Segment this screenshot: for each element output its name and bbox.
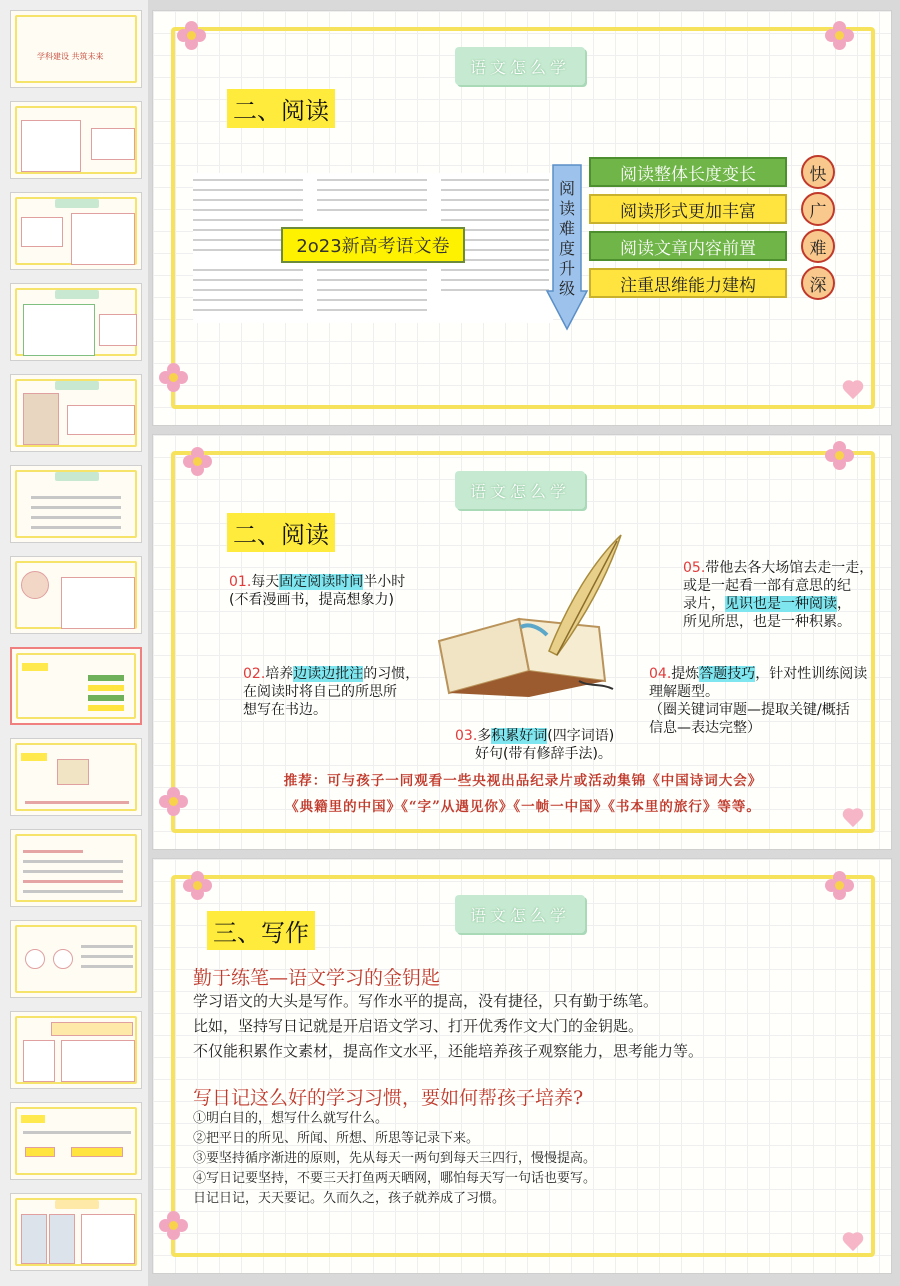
slide-thumbnail-14[interactable] <box>10 1193 142 1271</box>
slide-reading-tips <box>152 434 892 850</box>
paragraph-line: 不仅能积累作文素材，提高作文水平，还能培养孩子观察能力，思考能力等。 <box>193 1042 704 1060</box>
slide-thumbnail-3[interactable] <box>10 192 142 270</box>
thumbnail-line <box>81 965 133 968</box>
slide-thumbnail-9[interactable] <box>10 738 142 816</box>
thumbnail-book <box>57 759 89 785</box>
flower-icon <box>825 871 855 901</box>
paragraph-line: ①明白目的，想写什么就写什么。 <box>193 1111 389 1126</box>
flower-icon <box>159 1211 189 1241</box>
thumbnail-line <box>31 506 121 509</box>
thumbnail-box <box>51 1022 133 1036</box>
thumbnail-line <box>31 516 121 519</box>
thumbnail-box <box>91 128 135 160</box>
thumbnail-circle <box>25 949 45 969</box>
slide-writing <box>152 858 892 1274</box>
thumbnail-line <box>31 496 121 499</box>
flower-icon <box>825 441 855 471</box>
thumbnail-banner <box>55 199 99 208</box>
flower-icon <box>159 363 189 393</box>
thumbnail-line <box>23 890 123 893</box>
slide-thumbnail-12[interactable] <box>10 1011 142 1089</box>
tip-02: 02.培养边读边批注的习惯， 在阅读时将自己的所思所 想写在书边。 <box>243 666 420 718</box>
slide-thumbnail-6[interactable] <box>10 465 142 543</box>
recommend-line-1: 推荐：可与孩子一同观看一些央视出品纪录片或活动集锦《中国诗词大会》 <box>283 773 763 789</box>
paragraph-2 <box>193 1109 596 1209</box>
slide-thumbnail-8[interactable] <box>10 647 142 725</box>
thumbnail-box <box>99 314 137 346</box>
flower-icon <box>159 787 189 817</box>
thumbnail-box <box>71 213 135 265</box>
flower-icon <box>177 21 207 51</box>
paragraph-1 <box>193 989 703 1064</box>
slide-thumbnail-4[interactable] <box>10 283 142 361</box>
thumbnail-avatar <box>21 571 49 599</box>
slide-thumbnail-13[interactable] <box>10 1102 142 1180</box>
heart-icon <box>843 1233 865 1253</box>
slide-thumbnail-5[interactable] <box>10 374 142 452</box>
thumbnail-line <box>25 801 129 804</box>
paragraph-line: 日记日记，天天要记。久而久之，孩子就养成了习惯。 <box>193 1191 506 1206</box>
paragraph-line: 比如，坚持写日记就是开启语文学习、打开优秀作文大门的金钥匙。 <box>193 1017 644 1035</box>
thumbnail-box <box>61 577 135 629</box>
thumbnail-line <box>23 1131 131 1134</box>
thumbnail-banner <box>55 472 99 481</box>
slide-thumbnail-11[interactable] <box>10 920 142 998</box>
thumbnail-circle <box>53 949 73 969</box>
heading-golden-key: 勤于练笔—语文学习的金钥匙 <box>193 967 441 989</box>
thumbnail-box <box>21 217 63 247</box>
tip-05: 05.带他去各大场馆去走一走， 或是一起看一部有意思的纪 录片，见识也是一种阅读， 所见所思，也是一种积累。 <box>683 560 874 630</box>
thumbnail-banner <box>55 1200 99 1209</box>
thumbnail-banner <box>55 381 99 390</box>
thumbnail-title-bar <box>22 663 48 671</box>
thumbnail-line <box>31 526 121 529</box>
thumbnail-bar <box>88 685 124 691</box>
slide-thumbnail-7[interactable] <box>10 556 142 634</box>
thumbnail-box <box>67 405 135 435</box>
tip-04: 04.提炼答题技巧，针对性训练阅读 理解题型。 （圈关键词审题—提取关键/概括 信息—表达完整） <box>649 666 868 736</box>
thumbnail-line <box>23 850 83 853</box>
slide-thumbnail-panel[interactable] <box>0 0 148 1286</box>
feature-box-3: 阅读文章内容前置 <box>589 231 787 261</box>
thumbnail-title-bar <box>21 1115 45 1123</box>
thumbnail-line <box>81 945 133 948</box>
thumbnail-line <box>23 860 123 863</box>
thumbnail-box <box>23 304 95 356</box>
section-title: 二、阅读 <box>227 513 335 552</box>
flower-icon <box>825 21 855 51</box>
tag-circle-3: 难 <box>801 229 835 263</box>
book-quill-image <box>429 531 629 701</box>
banner-title: 语文怎么学 <box>455 47 585 85</box>
thumbnail-image <box>49 1214 75 1264</box>
arrow-label: 阅读难度升级 <box>558 179 575 298</box>
paragraph-line: ④写日记要坚持，不要三天打鱼两天晒网，哪怕每天写一句话也要写。 <box>193 1171 597 1186</box>
thumbnail-box <box>25 1147 55 1157</box>
thumbnail-box <box>81 1214 135 1264</box>
thumbnail-bar <box>88 675 124 681</box>
heading-diary-habit: 写日记这么好的学习习惯，要如何帮孩子培养? <box>193 1087 584 1109</box>
recommend-line-2: 《典籍里的中国》《“字”从遇见你》《一帧一中国》《书本里的旅行》等等。 <box>285 799 761 815</box>
thumbnail-title-bar <box>21 753 47 761</box>
tag-circle-1: 快 <box>801 155 835 189</box>
slide-thumbnail-10[interactable] <box>10 829 142 907</box>
thumbnail-bar <box>88 695 124 701</box>
thumbnail-line <box>23 870 123 873</box>
thumbnail-banner <box>55 290 99 299</box>
flower-icon <box>183 871 213 901</box>
section-title: 二、阅读 <box>227 89 335 128</box>
tag-circle-2: 广 <box>801 192 835 226</box>
thumbnail-box <box>23 393 59 445</box>
thumbnail-box <box>23 1040 55 1082</box>
feature-box-4: 注重思维能力建构 <box>589 268 787 298</box>
thumbnail-frame <box>15 15 137 83</box>
slide-reading-difficulty <box>152 10 892 426</box>
slide-thumbnail-2[interactable] <box>10 101 142 179</box>
exam-label: 2o23新高考语文卷 <box>281 227 465 263</box>
paragraph-line: ②把平日的所见、所闻、所想、所思等记录下来。 <box>193 1131 480 1146</box>
paragraph-line: ③要坚持循序渐进的原则，先从每天一两句到每天三四行，慢慢提高。 <box>193 1151 597 1166</box>
thumbnail-box <box>61 1040 135 1082</box>
heart-icon <box>843 381 865 401</box>
paragraph-line: 学习语文的大头是写作。写作水平的提高，没有捷径，只有勤于练笔。 <box>193 992 659 1010</box>
banner-title: 语文怎么学 <box>455 471 585 509</box>
flower-icon <box>183 447 213 477</box>
thumbnail-line <box>81 955 133 958</box>
thumbnail-bar <box>88 705 124 711</box>
thumbnail-box <box>71 1147 123 1157</box>
tip-01: 01.每天固定阅读时间半小时 (不看漫画书，提高想象力) <box>229 574 406 608</box>
thumbnail-title: 学科建设 共筑未来 <box>37 52 104 61</box>
slide-thumbnail-1[interactable] <box>10 10 142 88</box>
thumbnail-image <box>21 1214 47 1264</box>
tag-circle-4: 深 <box>801 266 835 300</box>
banner-title: 语文怎么学 <box>455 895 585 933</box>
thumbnail-line <box>23 880 123 883</box>
feature-box-2: 阅读形式更加丰富 <box>589 194 787 224</box>
feature-box-1: 阅读整体长度变长 <box>589 157 787 187</box>
tip-03: 03.多积累好词(四字词语) 好句(带有修辞手法)。 <box>455 728 615 762</box>
section-title: 三、写作 <box>207 911 315 950</box>
thumbnail-box <box>21 120 81 172</box>
